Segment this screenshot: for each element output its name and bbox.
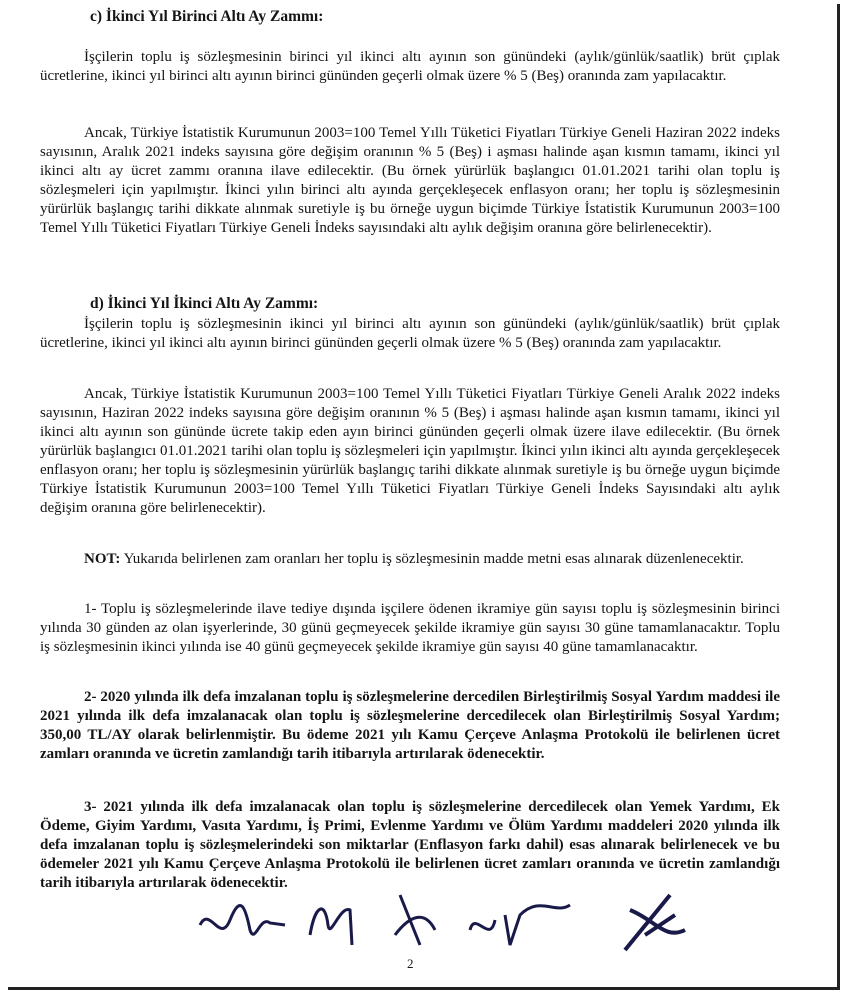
- section-d-paragraph-2: Ancak, Türkiye İstatistik Kurumunun 2003=100 Temel Yıllı Tüketici Fiyatları Türkiye Geneli Aralık 2022 indeks sayısının, Haziran 2022 indeks sayısına göre değişim oranının % 5 (Beş) i aşması halinde aşan kısmın tamamı, ikinci yıl ikinci altı ayının son gününde ücrete takip eden ayın birinci gününden geçerli olmak üzere ilave edilecektir. (Bu örnek yürürlük başlangıcı 01.01.2021 tarihi olan toplu iş sözleşmeleri için yapılmıştır. İkinci yılın ikinci altı ayında gerçekleşecek enflasyon oranı; her toplu iş sözleşmesinin yürürlük başlangıç tarihi dikkate alınmak suretiyle iş bu örneğe uygun biçimde Türkiye İstatistik Kurumunun 2003=100 Temel Yıllı Tüketici Fiyatları Türkiye Geneli İndeks Sayısındaki altı aylık değişim oranına göre belirlenecektir).: [40, 386, 780, 516]
- section-d-paragraph-1: İşçilerin toplu iş sözleşmesinin ikinci yıl birinci altı ayının son günündeki (aylık/günlük/saatlik) brüt çıplak ücretlerine, ikinci yıl ikinci altı ayının birinci gününden geçerli olmak üzere % 5 (Beş) oranında zam yapılacaktır.: [40, 316, 780, 351]
- section-c-heading: c) İkinci Yıl Birinci Altı Ay Zammı:: [90, 8, 324, 25]
- note-paragraph: [40, 550, 780, 569]
- signature-2: [300, 885, 370, 955]
- section-d-heading: d) İkinci Yıl İkinci Altı Ay Zammı:: [90, 295, 319, 312]
- signature-4: [460, 885, 590, 955]
- signature-1: [190, 885, 300, 955]
- item-2: 2- 2020 yılında ilk defa imzalanan toplu iş sözleşmelerine dercedilen Birleştirilmiş Sosyal Yardım maddesi ile 2021 yılında ilk defa imzalanacak olan toplu iş sözleşmelerine dercedilecek olan Birleştirilmiş Sosyal Yardım; 350,00 TL/AY olarak belirlenmiştir. Bu ödeme 2021 yılı Kamu Çerçeve Anlaşma Protokolü ile belirlenen ücret zamları oranında ve ücretin zamlandığı tarih itibarıyla artırılarak ödenecektir.: [40, 689, 780, 762]
- section-c-paragraph-1: İşçilerin toplu iş sözleşmesinin birinci yıl ikinci altı ayının son günündeki (aylık/günlük/saatlik) brüt çıplak ücretlerine, ikinci yıl birinci altı ayının birinci gününden geçerli olmak üzere % 5 (Beş) oranında zam yapılacaktır.: [40, 49, 780, 84]
- signature-5: [615, 885, 695, 960]
- item-1: 1- Toplu iş sözleşmelerinde ilave tediye dışında işçilere ödenen ikramiye gün sayısı toplu iş sözleşmesinin birinci yılında 30 günden az olan işyerlerinde, 30 günü geçmeyecek şekilde ikramiye gün sayısı 30 güne tamamlanacaktır. Toplu iş sözleşmesinin ikinci yılında ise 40 günü geçmeyecek şekilde ikramiye gün sayısı 40 güne tamamlanacaktır.: [40, 601, 780, 655]
- item-3: 3- 2021 yılında ilk defa imzalanacak olan toplu iş sözleşmelerine dercedilecek olan Yemek Yardımı, Ek Ödeme, Giyim Yardımı, Vasıta Yardımı, İş Primi, Evlenme Yardımı ve Ölüm Yardımı maddeleri 2020 yılında ilk defa imzalanan toplu iş sözleşmelerindeki son miktarlar (Enflasyon farkı dahil) esas alınarak belirlenecek ve bu ödemeler 2021 yılı Kamu Çerçeve Anlaşma Protokolü ile belirlenen ücret zamları oranında ve ücretin zamlandığı tarih itibarıyla artırılarak ödenecektir.: [40, 799, 780, 891]
- signature-3: [385, 885, 445, 960]
- page-number: 2: [407, 956, 414, 971]
- section-c-paragraph-2: Ancak, Türkiye İstatistik Kurumunun 2003=100 Temel Yıllı Tüketici Fiyatları Türkiye Geneli Haziran 2022 indeks sayısının, Aralık 2021 indeks sayısına göre değişim oranının % 5 (Beş) i aşması halinde aşan kısmın tamamı, ikinci yıl ikinci altı ay ücret zammı oranına ilave edilecektir. (Bu örnek yürürlük başlangıcı 01.01.2021 tarihi olan toplu iş sözleşmeleri için yapılmıştır. İkinci yılın birinci altı ayında gerçekleşecek enflasyon oranı; her toplu iş sözleşmesinin yürürlük başlangıç tarihi dikkate alınmak suretiyle iş bu örneğe uygun biçimde Türkiye İstatistik Kurumunun 2003=100 Temel Yıllı Tüketici Fiyatları Türkiye Geneli İndeks sayısındaki altı aylık değişim oranına göre belirlenecektir).: [40, 125, 780, 236]
- note-text: Yukarıda belirlenen zam oranları her toplu iş sözleşmesinin madde metni esas alınarak düzenlenecektir.: [123, 551, 744, 567]
- note-label: NOT:: [84, 551, 121, 567]
